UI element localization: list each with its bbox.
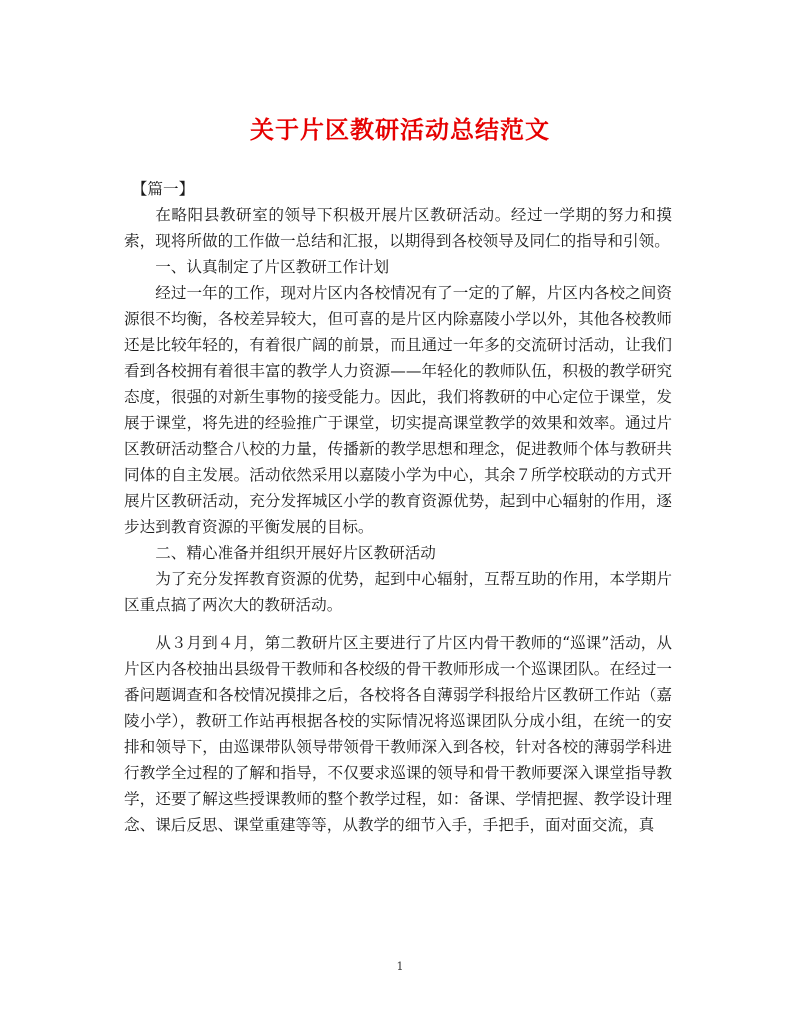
section-heading-2: 二、精心准备并组织开展好片区教研活动 (155, 544, 436, 562)
document-title: 关于片区教研活动总结范文 (250, 116, 550, 144)
page-number: 1 (396, 960, 404, 973)
paragraph-3: 从３月到４月，第二教研片区主要进行了片区内骨干教师的“巡课”活动，从片区内各校抽出县级骨干教师和各校级的骨干教师形成一个巡课团队。在经过一番问题调查和各校情况摸排之后，各校将各自薄弱学科报给片区教研工作站（嘉陵小学），教研工作站再根据各校的实际情况将巡课团队分成小组，在统一的安排和领导下，由巡课带队领导带领骨干教师深入到各校，针对各校的薄弱学科进行教学全过程的了解和指导，不仅要求巡课的领导和骨干教师要深入课堂指导教学，还要了解这些授课教师的整个教学过程，如：备课、学情把握、教学设计理念、课后反思、课堂重建等等，从教学的细节入手，手把手，面对面交流，真 (124, 634, 672, 834)
paragraph-2: 为了充分发挥教育资源的优势，起到中心辐射，互帮互助的作用，本学期片区重点搞了两次大的教研活动。 (124, 570, 672, 614)
document-body (124, 176, 672, 838)
paragraph-gap (124, 618, 672, 630)
section-label: 【篇一】 (131, 180, 195, 198)
section-heading-1: 一、认真制定了片区教研工作计划 (155, 258, 390, 276)
intro-paragraph: 在略阳县教研室的领导下积极开展片区教研活动。经过一学期的努力和摸索，现将所做的工作做一总结和汇报，以期得到各校领导及同仁的指导和引领。 (124, 206, 672, 250)
paragraph-1: 经过一年的工作，现对片区内各校情况有了一定的了解，片区内各校之间资源很不均衡，各校差异较大，但可喜的是片区内除嘉陵小学以外，其他各校教师还是比较年轻的，有着很广阔的前景，而且通过一年多的交流研讨活动，让我们看到各校拥有着很丰富的教学人力资源——年轻化的教师队伍，积极的教学研究态度，很强的对新生事物的接受能力。因此，我们将教研的中心定位于课堂，发展于课堂，将先进的经验推广于课堂，切实提高课堂教学的效果和效率。通过片区教研活动整合八校的力量，传播新的教学思想和理念，促进教师个体与教研共同体的自主发展。活动依然采用以嘉陵小学为中心，其余７所学校联动的方式开展片区教研活动，充分发挥城区小学的教育资源优势，起到中心辐射的作用，逐步达到教育资源的平衡发展的目标。 (124, 284, 672, 536)
